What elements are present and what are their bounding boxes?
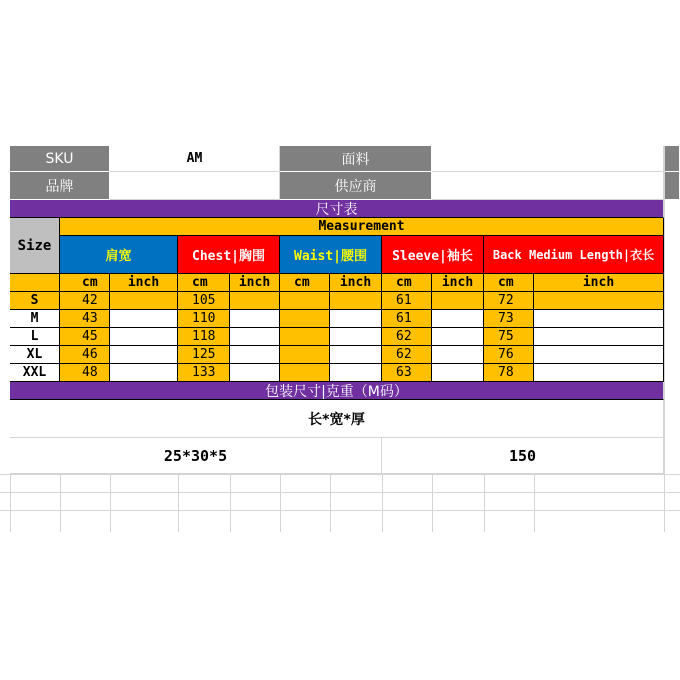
length-cm: 73 [484,310,534,328]
packaging-dims-header: 长*宽*厚 [10,400,664,438]
shoulder-inch [110,346,178,364]
waist-cm [280,364,330,382]
fabric-value[interactable] [432,146,664,172]
waist-cm [280,346,330,364]
grid-line [60,474,61,532]
grid-line [178,474,179,532]
waist-inch [330,364,382,382]
unit-cm: cm [60,274,110,292]
unit-inch: inch [432,274,484,292]
unit-inch: inch [230,274,280,292]
waist-inch [330,328,382,346]
size-label: S [10,292,60,310]
shoulder-cm: 46 [60,346,110,364]
waist-inch [330,310,382,328]
waist-cm [280,310,330,328]
grid-line [10,474,11,532]
chest-cm: 133 [178,364,230,382]
sleeve-inch [432,328,484,346]
packaging-weight-value[interactable]: 150 [382,438,664,474]
sleeve-inch [432,346,484,364]
grid-line [230,474,231,532]
sleeve-cm: 63 [382,364,432,382]
waist-inch [330,346,382,364]
col-sleeve-header: Sleeve|袖长 [382,236,484,274]
sleeve-cm: 62 [382,346,432,364]
sleeve-inch [432,292,484,310]
extra-gray-cell [664,146,680,172]
shoulder-cm: 43 [60,310,110,328]
size-header: Size [10,218,60,274]
sleeve-cm: 62 [382,328,432,346]
grid-line [0,492,680,493]
extra-gray-cell [664,172,680,200]
grid-line [280,474,281,532]
length-cm: 78 [484,364,534,382]
fabric-label: 面料 [280,146,432,172]
chest-inch [230,346,280,364]
length-inch [534,328,664,346]
length-cm: 76 [484,346,534,364]
size-label: L [10,328,60,346]
brand-value[interactable] [110,172,280,200]
col-waist-header: Waist|腰围 [280,236,382,274]
chest-inch [230,292,280,310]
chest-cm: 118 [178,328,230,346]
shoulder-cm: 48 [60,364,110,382]
grid-line [0,510,680,511]
shoulder-inch [110,364,178,382]
chest-inch [230,364,280,382]
shoulder-inch [110,310,178,328]
sleeve-cm: 61 [382,310,432,328]
supplier-label: 供应商 [280,172,432,200]
packaging-dims-value[interactable]: 25*30*5 [10,438,382,474]
unit-cm: cm [280,274,330,292]
grid-line [0,474,680,475]
length-inch [534,292,664,310]
length-inch [534,310,664,328]
sku-label: SKU [10,146,110,172]
units-size-blank [10,274,60,292]
unit-cm: cm [484,274,534,292]
waist-inch [330,292,382,310]
grid-line [330,474,331,532]
unit-inch: inch [534,274,664,292]
grid-line [432,474,433,532]
length-cm: 72 [484,292,534,310]
chest-inch [230,310,280,328]
chest-cm: 105 [178,292,230,310]
shoulder-cm: 45 [60,328,110,346]
size-table-title: 尺寸表 [10,200,664,218]
supplier-value[interactable] [432,172,664,200]
sku-value[interactable]: AM [110,146,280,172]
size-label: M [10,310,60,328]
shoulder-cm: 42 [60,292,110,310]
size-label: XXL [10,364,60,382]
brand-label: 品牌 [10,172,110,200]
measurement-header: Measurement [60,218,664,236]
col-shoulder-header: 肩宽 [60,236,178,274]
waist-cm [280,292,330,310]
unit-inch: inch [330,274,382,292]
length-inch [534,364,664,382]
shoulder-inch [110,328,178,346]
grid-line [534,474,535,532]
chest-cm: 110 [178,310,230,328]
unit-inch: inch [110,274,178,292]
grid-line [110,474,111,532]
shoulder-inch [110,292,178,310]
packaging-title: 包装尺寸|克重（M码） [10,382,664,400]
unit-cm: cm [382,274,432,292]
sleeve-inch [432,364,484,382]
sleeve-inch [432,310,484,328]
grid-line [484,474,485,532]
length-cm: 75 [484,328,534,346]
col-chest-header: Chest|胸围 [178,236,280,274]
col-length-header: Back Medium Length|衣长 [484,236,664,274]
length-inch [534,346,664,364]
unit-cm: cm [178,274,230,292]
chest-inch [230,328,280,346]
size-label: XL [10,346,60,364]
sleeve-cm: 61 [382,292,432,310]
grid-line [664,146,665,532]
grid-line [382,474,383,532]
chest-cm: 125 [178,346,230,364]
waist-cm [280,328,330,346]
